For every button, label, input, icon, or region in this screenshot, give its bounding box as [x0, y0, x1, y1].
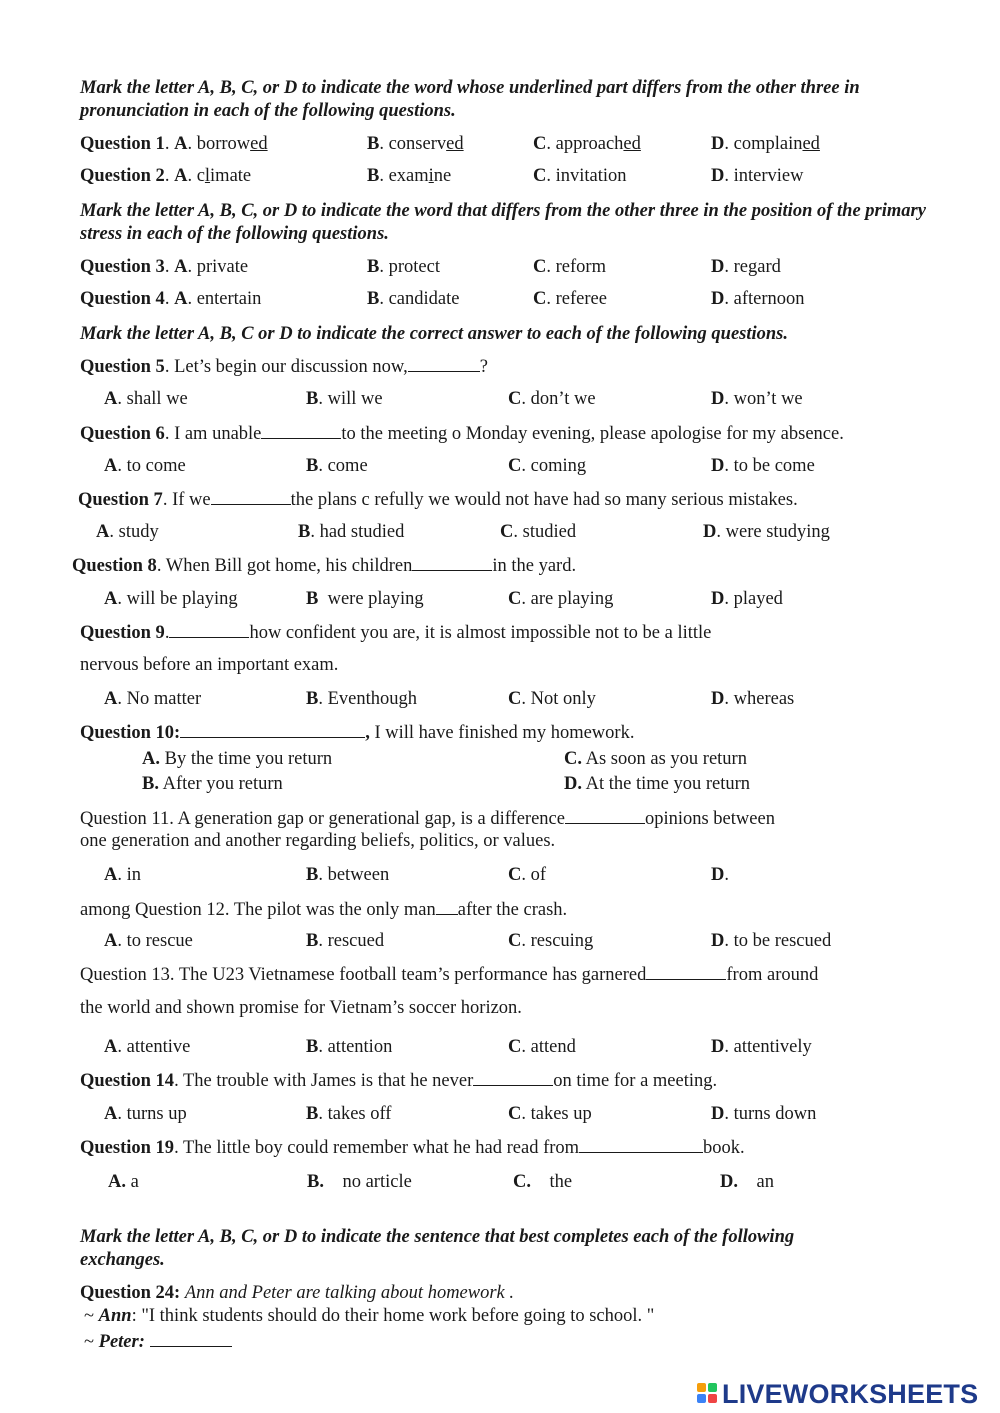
- liveworksheets-logo: [697, 1378, 978, 1412]
- option-c[interactable]: C. are playing: [508, 589, 614, 609]
- answer-blank[interactable]: [412, 554, 492, 571]
- option-c[interactable]: C. don’t we: [508, 389, 596, 409]
- answer-blank[interactable]: [211, 488, 291, 505]
- option-c[interactable]: C. As soon as you return: [564, 749, 747, 769]
- option-b[interactable]: B were playing: [306, 589, 424, 609]
- question-4: Question 4. A. entertain: [80, 289, 262, 309]
- option-b[interactable]: B. between: [306, 865, 390, 885]
- question-9-line-2: nervous before an important exam.: [80, 655, 339, 675]
- instruction-stress: Mark the letter A, B, C, or D to indicate the word that differs from the other three in the position of the primary stress in each of the following questions.: [80, 201, 926, 244]
- question-13-line-2: the world and shown promise for Vietnam’s soccer horizon.: [80, 998, 522, 1018]
- answer-blank[interactable]: [646, 963, 726, 980]
- instruction-exchanges: Mark the letter A, B, C, or D to indicate the sentence that best completes each of the following exchanges.: [80, 1227, 795, 1270]
- option-c[interactable]: C. the: [513, 1172, 573, 1192]
- option-b[interactable]: B. conserved: [367, 134, 464, 154]
- option-d[interactable]: D. whereas: [711, 689, 795, 709]
- option-a[interactable]: A. turns up: [104, 1104, 187, 1124]
- option-b[interactable]: B. attention: [306, 1037, 393, 1057]
- logo-mark-icon: [697, 1383, 719, 1405]
- question-13: Question 13. The U23 Vietnamese football team’s performance has garnered from around: [80, 965, 819, 985]
- option-b[interactable]: B. takes off: [306, 1104, 392, 1124]
- option-d[interactable]: D. turns down: [711, 1104, 817, 1124]
- option-c[interactable]: C. invitation: [533, 166, 627, 186]
- option-b[interactable]: B. come: [306, 456, 368, 476]
- answer-blank[interactable]: [565, 807, 645, 824]
- question-5: Question 5. Let’s begin our discussion now, ?: [80, 357, 488, 377]
- option-d[interactable]: D. an: [720, 1172, 774, 1192]
- option-b[interactable]: B. candidate: [367, 289, 460, 309]
- question-1: Question 1. A. borrowed: [80, 134, 268, 154]
- option-c[interactable]: C. referee: [533, 289, 607, 309]
- answer-blank[interactable]: [579, 1136, 703, 1153]
- option-b[interactable]: B. Eventhough: [306, 689, 417, 709]
- option-d[interactable]: D. At the time you return: [564, 774, 751, 794]
- option-b[interactable]: B. After you return: [142, 774, 283, 794]
- question-label: Question 2: [80, 166, 165, 186]
- answer-blank[interactable]: [150, 1330, 232, 1347]
- option-c[interactable]: C. studied: [500, 522, 577, 542]
- option-d[interactable]: D. interview: [711, 166, 804, 186]
- option-c[interactable]: C. takes up: [508, 1104, 592, 1124]
- question-6: Question 6. I am unable to the meeting o Monday evening, please apologise for my absence.: [80, 424, 844, 444]
- answer-blank[interactable]: [408, 355, 480, 372]
- instruction-pronunciation: Mark the letter A, B, C, or D to indicate the word whose underlined part differs from the other three in pronunciation in each of the following questions.: [80, 78, 860, 121]
- answer-blank[interactable]: [436, 898, 458, 915]
- question-10: Question 10: , I will have finished my homework.: [80, 723, 635, 743]
- question-8: Question 8. When Bill got home, his children in the yard.: [72, 556, 577, 576]
- option-c[interactable]: C. approached: [533, 134, 641, 154]
- option-d[interactable]: D. played: [711, 589, 783, 609]
- option-d[interactable]: D. to be come: [711, 456, 815, 476]
- question-label: Question 1: [80, 134, 165, 154]
- option-c[interactable]: C. coming: [508, 456, 587, 476]
- option-d[interactable]: D. won’t we: [711, 389, 803, 409]
- option-c[interactable]: C. reform: [533, 257, 606, 277]
- option-d[interactable]: D. were studying: [703, 522, 830, 542]
- option-d[interactable]: D. afternoon: [711, 289, 805, 309]
- option-c[interactable]: C. Not only: [508, 689, 596, 709]
- option-a[interactable]: A. a: [108, 1172, 139, 1192]
- option-c[interactable]: C. attend: [508, 1037, 576, 1057]
- option-d[interactable]: D. attentively: [711, 1037, 812, 1057]
- dialogue-ann: ~ Ann: "I think students should do their home work before going to school. ": [84, 1306, 655, 1326]
- question-11: Question 11. A generation gap or generational gap, is a difference opinions between: [80, 809, 775, 829]
- option-a[interactable]: A. in: [104, 865, 142, 885]
- instruction-correct-answer: Mark the letter A, B, C or D to indicate the correct answer to each of the following questions.: [80, 324, 788, 344]
- question-7: Question 7. If we the plans c refully we would not have had so many serious mistakes.: [78, 490, 798, 510]
- option-c[interactable]: C. of: [508, 865, 547, 885]
- option-a[interactable]: A. will be playing: [104, 589, 238, 609]
- question-2: Question 2. A. climate: [80, 166, 252, 186]
- option-a[interactable]: A. By the time you return: [142, 749, 333, 769]
- question-14: Question 14. The trouble with James is that he never on time for a meeting.: [80, 1071, 718, 1091]
- option-a[interactable]: A. to come: [104, 456, 186, 476]
- option-a[interactable]: A. study: [96, 522, 159, 542]
- option-a[interactable]: A. attentive: [104, 1037, 191, 1057]
- option-d[interactable]: D. complained: [711, 134, 820, 154]
- question-3: Question 3. A. private: [80, 257, 249, 277]
- option-a[interactable]: A. No matter: [104, 689, 202, 709]
- option-b[interactable]: B. had studied: [298, 522, 405, 542]
- option-d[interactable]: D.: [711, 865, 729, 885]
- option-a[interactable]: A. to rescue: [104, 931, 193, 951]
- option-b[interactable]: B. protect: [367, 257, 440, 277]
- question-24: Question 24: Ann and Peter are talking about homework .: [80, 1283, 515, 1303]
- question-9: Question 9. how confident you are, it is almost impossible not to be a little: [80, 623, 712, 643]
- option-a[interactable]: A. shall we: [104, 389, 188, 409]
- question-11-line-2: one generation and another regarding beliefs, politics, or values.: [80, 831, 556, 851]
- answer-blank[interactable]: [169, 621, 249, 638]
- option-c[interactable]: C. rescuing: [508, 931, 594, 951]
- answer-blank[interactable]: [261, 422, 341, 439]
- option-b[interactable]: B. examine: [367, 166, 452, 186]
- answer-blank[interactable]: [473, 1069, 553, 1086]
- option-d[interactable]: D. to be rescued: [711, 931, 832, 951]
- dialogue-peter: ~ Peter:: [84, 1330, 232, 1354]
- answer-blank[interactable]: [180, 721, 365, 738]
- question-12: among Question 12. The pilot was the only man after the crash.: [80, 900, 568, 920]
- option-b[interactable]: B. no article: [307, 1172, 412, 1192]
- option-b[interactable]: B. rescued: [306, 931, 385, 951]
- logo-text: LIVEWORKSHEETS: [722, 1379, 979, 1409]
- option-d[interactable]: D. regard: [711, 257, 781, 277]
- question-19: Question 19. The little boy could remember what he had read from book.: [80, 1138, 745, 1158]
- option-b[interactable]: B. will we: [306, 389, 383, 409]
